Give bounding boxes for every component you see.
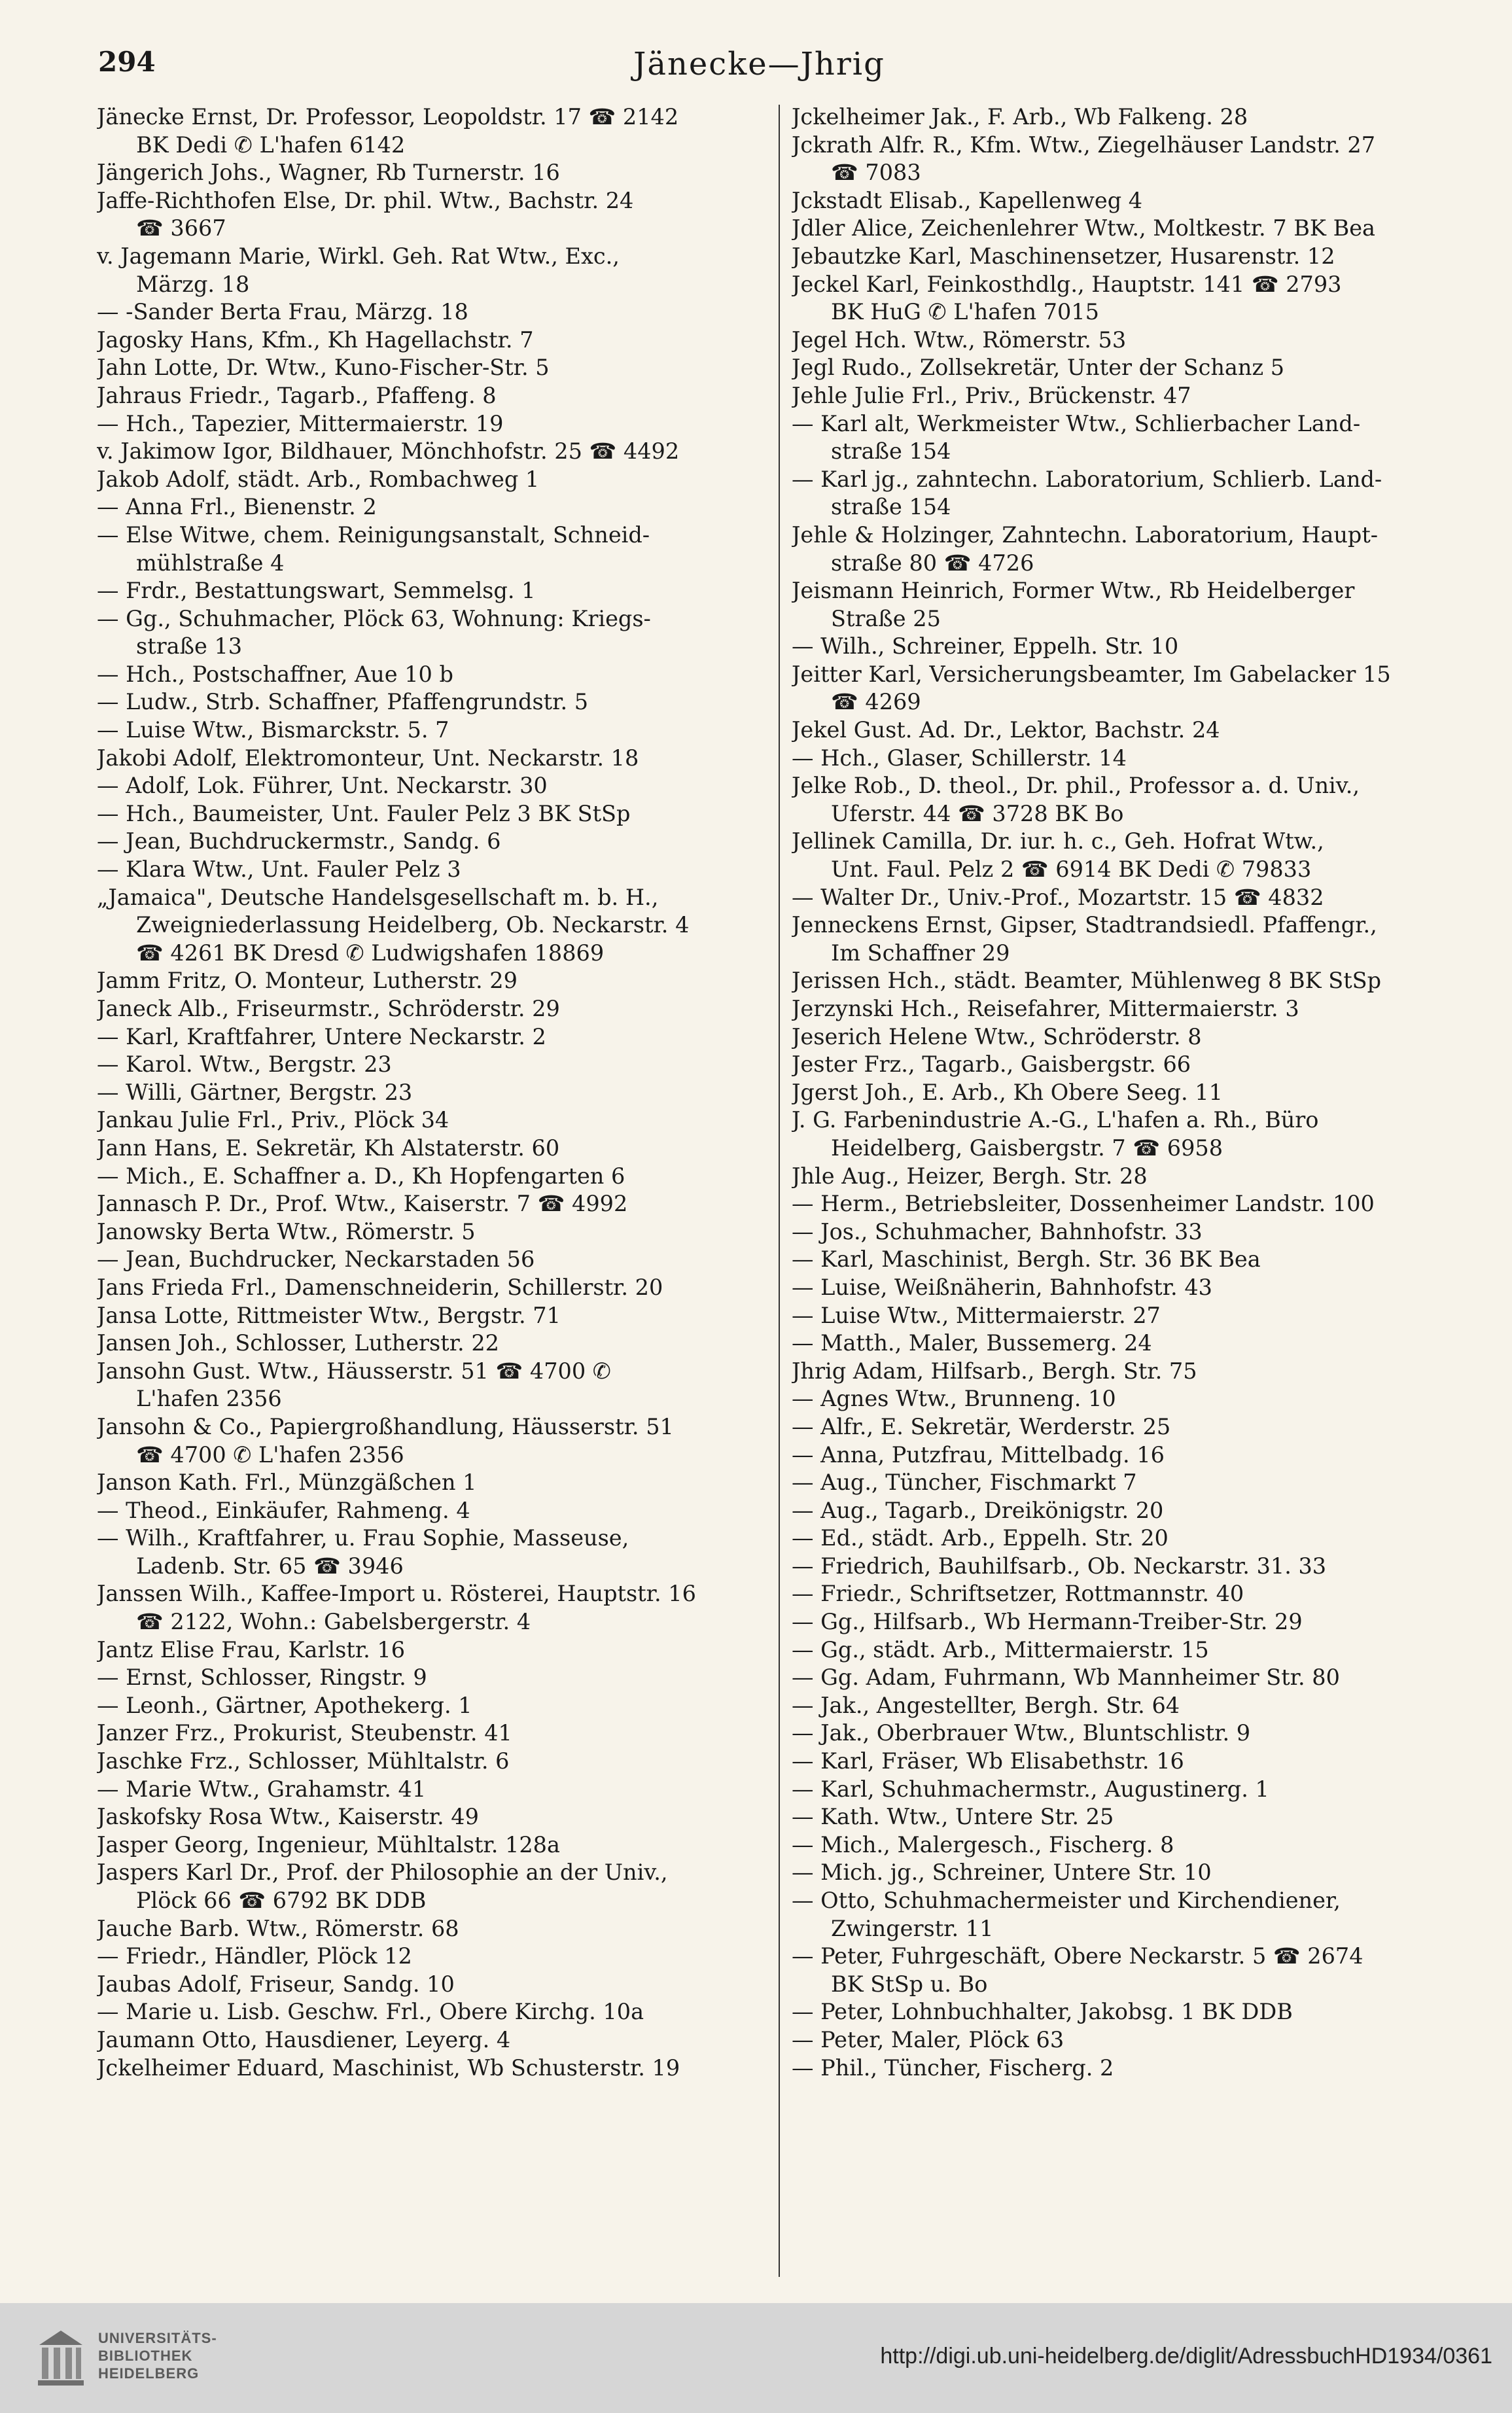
- directory-entry-line: L'hafen 2356: [136, 1386, 282, 1412]
- directory-entry-line: — Peter, Maler, Plöck 63: [792, 2026, 1064, 2052]
- directory-entry-line: — Friedrich, Bauhilfsarb., Ob. Neckarstr. 31. 33: [792, 1553, 1327, 1579]
- directory-entry-line: Jeismann Heinrich, Former Wtw., Rb Heidelberger: [792, 578, 1355, 604]
- directory-entry-line: Jebautzke Karl, Maschinensetzer, Husarenstr. 12: [792, 243, 1335, 269]
- directory-entry-line: Jansohn & Co., Papiergroßhandlung, Häusserstr. 51: [97, 1413, 674, 1439]
- directory-entry-line: straße 13: [136, 633, 243, 660]
- directory-entry-line: — Mich. jg., Schreiner, Untere Str. 10: [792, 1859, 1212, 1886]
- directory-entry-line: — Gg., städt. Arb., Mittermaierstr. 15: [792, 1636, 1209, 1663]
- directory-entry-line: — Anna Frl., Bienenstr. 2: [97, 494, 377, 520]
- directory-entry-line: — Luise Wtw., Bismarckstr. 5. 7: [97, 717, 449, 743]
- directory-entry-line: — Luise, Weißnäherin, Bahnhofstr. 43: [792, 1274, 1212, 1300]
- directory-entry-line: Jelke Rob., D. theol., Dr. phil., Professor a. d. Univ.,: [792, 773, 1360, 799]
- directory-entry-line: Jakobi Adolf, Elektromonteur, Unt. Neckarstr. 18: [97, 745, 639, 771]
- directory-entry-line: — Aug., Tüncher, Fischmarkt 7: [792, 1470, 1137, 1496]
- directory-entry-line: — Luise Wtw., Mittermaierstr. 27: [792, 1302, 1161, 1328]
- directory-entry-line: — Leonh., Gärtner, Apothekerg. 1: [97, 1692, 472, 1718]
- directory-entry-line: — Walter Dr., Univ.-Prof., Mozartstr. 15 ☎ 4832: [792, 884, 1324, 910]
- directory-entry-line: Heidelberg, Gaisbergstr. 7 ☎ 6958: [831, 1135, 1223, 1161]
- directory-entry-line: v. Jagemann Marie, Wirkl. Geh. Rat Wtw., Exc.,: [97, 243, 620, 269]
- directory-entry-line: — Gg., Schuhmacher, Plöck 63, Wohnung: Kriegs-: [97, 605, 651, 631]
- directory-entry-line: — Peter, Lohnbuchhalter, Jakobsg. 1 BK DDB: [792, 1999, 1293, 2025]
- page-number: 294: [98, 46, 156, 78]
- column-divider: [779, 105, 780, 2277]
- directory-entry-line: Jängerich Johs., Wagner, Rb Turnerstr. 16: [97, 160, 560, 186]
- directory-entry-line: BK Dedi ✆ L'hafen 6142: [136, 132, 406, 158]
- directory-entry-line: Straße 25: [831, 605, 941, 631]
- directory-entry-line: Jeckel Karl, Feinkosthdlg., Hauptstr. 141 ☎ 2793: [792, 271, 1342, 297]
- directory-entry-line: Jegl Rudo., Zollsekretär, Unter der Schanz 5: [792, 355, 1285, 381]
- directory-entry-line: — Hch., Tapezier, Mittermaierstr. 19: [97, 410, 504, 436]
- directory-entry-line: Jansa Lotte, Rittmeister Wtw., Bergstr. 71: [97, 1302, 561, 1328]
- directory-entry-line: Jeitter Karl, Versicherungsbeamter, Im Gabelacker 15: [792, 661, 1391, 687]
- directory-entry-line: — Agnes Wtw., Brunneng. 10: [792, 1386, 1116, 1412]
- directory-entry-line: Plöck 66 ☎ 6792 BK DDB: [136, 1888, 427, 1913]
- directory-entry-line: straße 80 ☎ 4726: [831, 550, 1034, 576]
- directory-entry-line: Im Schaffner 29: [831, 940, 1010, 966]
- directory-entry-line: — Otto, Schuhmachermeister und Kirchendiener,: [792, 1888, 1341, 1913]
- directory-entry-line: Jerzynski Hch., Reisefahrer, Mittermaierstr. 3: [792, 996, 1299, 1021]
- directory-entry-line: — Theod., Einkäufer, Rahmeng. 4: [97, 1497, 470, 1523]
- directory-entry-line: — Karl, Fräser, Wb Elisabethstr. 16: [792, 1748, 1184, 1774]
- directory-entry-line: — Friedr., Schriftsetzer, Rottmannstr. 40: [792, 1581, 1244, 1607]
- directory-entry-line: Jhle Aug., Heizer, Bergh. Str. 28: [792, 1163, 1148, 1189]
- directory-entry-line: — Karl alt, Werkmeister Wtw., Schlierbacher Land-: [792, 410, 1361, 436]
- directory-entry-line: Jagosky Hans, Kfm., Kh Hagellachstr. 7: [97, 326, 534, 353]
- directory-entry-line: Jänecke Ernst, Dr. Professor, Leopoldstr. 17 ☎ 2142: [97, 104, 679, 130]
- directory-entry-line: Jahn Lotte, Dr. Wtw., Kuno-Fischer-Str. 5: [97, 355, 550, 381]
- directory-entry-line: Jehle Julie Frl., Priv., Brückenstr. 47: [792, 382, 1191, 408]
- source-url[interactable]: http://digi.ub.uni-heidelberg.de/diglit/AdressbuchHD1934/0361: [880, 2344, 1492, 2369]
- directory-entry-line: Janowsky Berta Wtw., Römerstr. 5: [97, 1218, 476, 1244]
- directory-entry-line: straße 154: [831, 494, 951, 520]
- directory-entry-line: — Karl, Kraftfahrer, Untere Neckarstr. 2: [97, 1023, 546, 1049]
- directory-entry-line: Uferstr. 44 ☎ 3728 BK Bo: [831, 800, 1124, 826]
- library-name: UNIVERSITÄTS- BIBLIOTHEK HEIDELBERG: [98, 2330, 217, 2382]
- left-column: [97, 103, 774, 2082]
- directory-entry-line: Jerissen Hch., städt. Beamter, Mühlenweg 8 BK StSp: [792, 968, 1382, 994]
- directory-entry-line: Jckelheimer Eduard, Maschinist, Wb Schusterstr. 19: [97, 2054, 680, 2081]
- directory-entry-line: straße 154: [831, 438, 951, 465]
- directory-entry-line: — Hch., Postschaffner, Aue 10 b: [97, 661, 453, 687]
- directory-entry-line: — Adolf, Lok. Führer, Unt. Neckarstr. 30: [97, 773, 548, 799]
- directory-entry-line: — Marie u. Lisb. Geschw. Frl., Obere Kirchg. 10a: [97, 1999, 644, 2025]
- directory-entry-line: Jansohn Gust. Wtw., Häusserstr. 51 ☎ 4700 ✆: [97, 1358, 611, 1384]
- directory-entry-line: Jgerst Joh., E. Arb., Kh Obere Seeg. 11: [792, 1079, 1223, 1105]
- page-header: [98, 46, 1420, 92]
- footer-bar: [0, 2303, 1512, 2413]
- page-title: Jänecke—Jhrig: [633, 46, 885, 82]
- directory-entry-line: J. G. Farbenindustrie A.-G., L'hafen a. Rh., Büro: [792, 1107, 1319, 1133]
- directory-entry-line: „Jamaica", Deutsche Handelsgesellschaft m. b. H.,: [97, 884, 659, 910]
- directory-entry-line: — Jak., Angestellter, Bergh. Str. 64: [792, 1692, 1180, 1718]
- directory-entry-line: Jakob Adolf, städt. Arb., Rombachweg 1: [97, 466, 540, 492]
- directory-entry-line: — -Sander Berta Frau, Märzg. 18: [97, 299, 468, 325]
- directory-entry-line: Jankau Julie Frl., Priv., Plöck 34: [97, 1107, 449, 1133]
- directory-entry-line: — Mich., Malergesch., Fischerg. 8: [792, 1831, 1174, 1858]
- directory-entry-line: Märzg. 18: [136, 271, 250, 297]
- directory-entry-line: — Frdr., Bestattungswart, Semmelsg. 1: [97, 578, 536, 604]
- directory-entry-line: Jegel Hch. Wtw., Römerstr. 53: [792, 326, 1127, 353]
- directory-entry-line: mühlstraße 4: [136, 550, 285, 576]
- directory-entry-line: — Jak., Oberbrauer Wtw., Bluntschlistr. 9: [792, 1720, 1251, 1746]
- directory-entry-line: Jann Hans, E. Sekretär, Kh Alstaterstr. 60: [97, 1135, 560, 1161]
- directory-entry-line: — Anna, Putzfrau, Mittelbadg. 16: [792, 1441, 1165, 1468]
- directory-entry-line: — Jean, Buchdrucker, Neckarstaden 56: [97, 1246, 535, 1273]
- directory-entry-line: — Hch., Baumeister, Unt. Fauler Pelz 3 BK StSp: [97, 800, 631, 826]
- directory-entry-line: ☎ 4700 ✆ L'hafen 2356: [136, 1441, 404, 1468]
- directory-entry-line: BK HuG ✆ L'hafen 7015: [831, 299, 1099, 325]
- directory-entry-line: Jaumann Otto, Hausdiener, Leyerg. 4: [97, 2026, 511, 2052]
- directory-entry-line: — Jos., Schuhmacher, Bahnhofstr. 33: [792, 1218, 1203, 1244]
- directory-entry-line: Jans Frieda Frl., Damenschneiderin, Schillerstr. 20: [97, 1274, 663, 1300]
- directory-entry-line: Jasper Georg, Ingenieur, Mühltalstr. 128a: [97, 1831, 560, 1858]
- directory-entry-line: — Ernst, Schlosser, Ringstr. 9: [97, 1664, 427, 1691]
- directory-entry-line: — Karol. Wtw., Bergstr. 23: [97, 1051, 392, 1078]
- directory-entry-line: Jhrig Adam, Hilfsarb., Bergh. Str. 75: [792, 1358, 1197, 1384]
- directory-entry-line: — Friedr., Händler, Plöck 12: [97, 1943, 412, 1969]
- directory-entry-line: Jehle & Holzinger, Zahntechn. Laboratorium, Haupt-: [792, 521, 1379, 548]
- directory-entry-line: — Else Witwe, chem. Reinigungsanstalt, Schneid-: [97, 521, 650, 548]
- directory-entry-line: Jansen Joh., Schlosser, Lutherstr. 22: [97, 1330, 499, 1356]
- directory-entry-line: Jckstadt Elisab., Kapellenweg 4: [792, 187, 1143, 213]
- directory-entry-line: — Herm., Betriebsleiter, Dossenheimer Landstr. 100: [792, 1191, 1375, 1217]
- directory-entry-line: ☎ 4261 BK Dresd ✆ Ludwigshafen 18869: [136, 940, 605, 966]
- directory-entry-line: Janssen Wilh., Kaffee-Import u. Rösterei, Hauptstr. 16: [97, 1581, 696, 1607]
- directory-entry-line: Jahraus Friedr., Tagarb., Pfaffeng. 8: [97, 382, 497, 408]
- directory-entry-line: — Aug., Tagarb., Dreikönigstr. 20: [792, 1497, 1164, 1523]
- directory-entry-line: Ladenb. Str. 65 ☎ 3946: [136, 1553, 404, 1579]
- directory-entry-line: Jekel Gust. Ad. Dr., Lektor, Bachstr. 24: [792, 717, 1220, 743]
- directory-entry-line: Jaschke Frz., Schlosser, Mühltalstr. 6: [97, 1748, 510, 1774]
- directory-entry-line: Jdler Alice, Zeichenlehrer Wtw., Moltkestr. 7 BK Bea: [792, 215, 1376, 241]
- directory-entry-line: ☎ 3667: [136, 215, 226, 241]
- directory-entry-line: Jckrath Alfr. R., Kfm. Wtw., Ziegelhäuser Landstr. 27: [792, 132, 1376, 158]
- directory-entry-line: — Gg., Hilfsarb., Wb Hermann-Treiber-Str. 29: [792, 1609, 1303, 1635]
- directory-entry-line: — Kath. Wtw., Untere Str. 25: [792, 1804, 1114, 1830]
- directory-entry-line: v. Jakimow Igor, Bildhauer, Mönchhofstr. 25 ☎ 4492: [97, 438, 680, 465]
- directory-entry-line: — Klara Wtw., Unt. Fauler Pelz 3: [97, 856, 461, 883]
- directory-entry-line: — Jean, Buchdruckermstr., Sandg. 6: [97, 828, 501, 854]
- directory-entry-line: Jantz Elise Frau, Karlstr. 16: [97, 1636, 406, 1663]
- directory-entry-line: ☎ 4269: [831, 689, 921, 715]
- directory-entry-line: Jauche Barb. Wtw., Römerstr. 68: [97, 1915, 459, 1941]
- directory-entry-line: Jaffe-Richthofen Else, Dr. phil. Wtw., Bachstr. 24: [97, 187, 634, 213]
- directory-entry-line: ☎ 2122, Wohn.: Gabelsbergerstr. 4: [136, 1609, 531, 1635]
- directory-entry-line: — Hch., Glaser, Schillerstr. 14: [792, 745, 1127, 771]
- directory-entry-line: Zweigniederlassung Heidelberg, Ob. Neckarstr. 4: [136, 912, 690, 938]
- directory-entry-line: — Ludw., Strb. Schaffner, Pfaffengrundstr. 5: [97, 689, 589, 715]
- directory-entry-line: — Karl, Maschinist, Bergh. Str. 36 BK Bea: [792, 1246, 1261, 1273]
- directory-entry-line: — Ed., städt. Arb., Eppelh. Str. 20: [792, 1525, 1169, 1551]
- directory-entry-line: — Marie Wtw., Grahamstr. 41: [97, 1776, 427, 1802]
- directory-entry-line: Jckelheimer Jak., F. Arb., Wb Falkeng. 28: [792, 104, 1248, 130]
- library-logo-icon: [34, 2325, 88, 2391]
- directory-entry-line: — Karl jg., zahntechn. Laboratorium, Schlierb. Land-: [792, 466, 1382, 492]
- directory-entry-line: — Peter, Fuhrgeschäft, Obere Neckarstr. 5 ☎ 2674: [792, 1943, 1363, 1969]
- directory-entry-line: Jellinek Camilla, Dr. iur. h. c., Geh. Hofrat Wtw.,: [792, 828, 1324, 854]
- directory-entry-line: — Mich., E. Schaffner a. D., Kh Hopfengarten 6: [97, 1163, 625, 1189]
- directory-entry-line: Jeserich Helene Wtw., Schröderstr. 8: [792, 1023, 1202, 1049]
- directory-entry-line: Unt. Faul. Pelz 2 ☎ 6914 BK Dedi ✆ 79833: [831, 856, 1312, 883]
- directory-entry-line: — Gg. Adam, Fuhrmann, Wb Mannheimer Str. 80: [792, 1664, 1340, 1691]
- directory-entry-line: Jenneckens Ernst, Gipser, Stadtrandsiedl. Pfaffengr.,: [792, 912, 1377, 938]
- right-column: [792, 103, 1469, 2082]
- directory-entry-line: — Phil., Tüncher, Fischerg. 2: [792, 2054, 1114, 2081]
- directory-entry-line: Jannasch P. Dr., Prof. Wtw., Kaiserstr. 7 ☎ 4992: [97, 1191, 628, 1217]
- directory-entry-line: Jaspers Karl Dr., Prof. der Philosophie an der Univ.,: [97, 1859, 668, 1886]
- directory-entry-line: Jester Frz., Tagarb., Gaisbergstr. 66: [792, 1051, 1191, 1078]
- directory-entry-line: ☎ 7083: [831, 160, 921, 186]
- directory-entry-line: — Wilh., Kraftfahrer, u. Frau Sophie, Masseuse,: [97, 1525, 629, 1551]
- directory-entry-line: — Alfr., E. Sekretär, Werderstr. 25: [792, 1413, 1171, 1439]
- directory-entry-line: Zwingerstr. 11: [831, 1915, 994, 1941]
- directory-entry-line: Jamm Fritz, O. Monteur, Lutherstr. 29: [97, 968, 518, 994]
- directory-entry-line: Jaskofsky Rosa Wtw., Kaiserstr. 49: [97, 1804, 479, 1830]
- directory-entry-line: Janeck Alb., Friseurmstr., Schröderstr. 29: [97, 996, 560, 1021]
- directory-entry-line: Janzer Frz., Prokurist, Steubenstr. 41: [97, 1720, 512, 1746]
- directory-entry-line: — Wilh., Schreiner, Eppelh. Str. 10: [792, 633, 1179, 660]
- directory-entry-line: BK StSp u. Bo: [831, 1971, 988, 1997]
- directory-entry-line: — Karl, Schuhmachermstr., Augustinerg. 1: [792, 1776, 1269, 1802]
- directory-entry-line: — Willi, Gärtner, Bergstr. 23: [97, 1079, 413, 1105]
- directory-entry-line: — Matth., Maler, Bussemerg. 24: [792, 1330, 1152, 1356]
- directory-entry-line: Jaubas Adolf, Friseur, Sandg. 10: [97, 1971, 455, 1997]
- directory-entry-line: Janson Kath. Frl., Münzgäßchen 1: [97, 1470, 477, 1496]
